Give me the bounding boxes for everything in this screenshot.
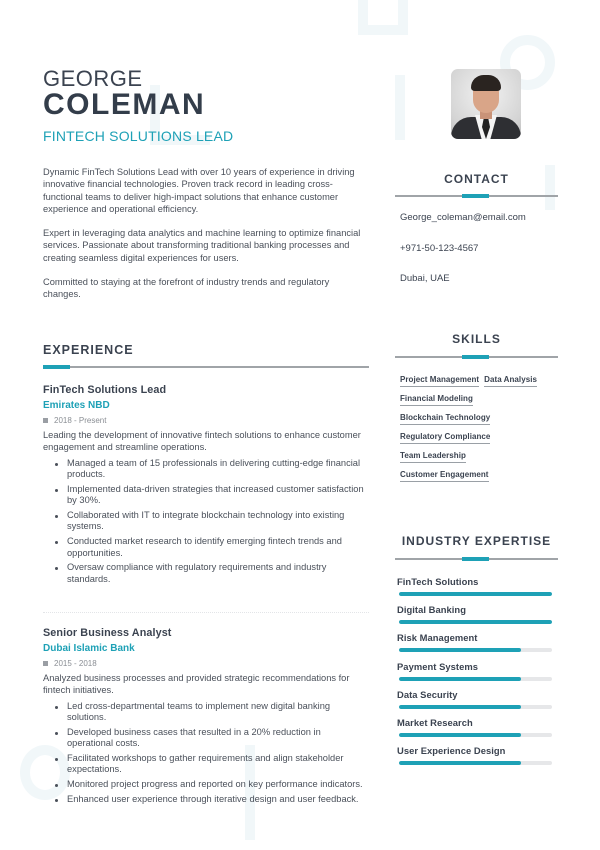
job-dates-text: 2018 - Present — [54, 416, 107, 425]
skills-heading: SKILLS — [452, 332, 501, 346]
job-bullet: Managed a team of 15 professionals in delivering cutting-edge financial products. — [51, 458, 369, 481]
expertise-bar — [399, 761, 552, 765]
job-bullets — [43, 458, 369, 586]
divider-accent — [462, 355, 489, 360]
expertise-item — [397, 576, 555, 604]
expertise-label: Risk Management — [397, 632, 478, 644]
expertise-bar — [399, 733, 552, 737]
expertise-bar — [399, 705, 552, 709]
job-description: Leading the development of innovative fintech solutions to enhance customer engagement and streamline operations. — [43, 430, 361, 453]
job-title: FINTECH SOLUTIONS LEAD — [43, 128, 234, 144]
skill-tag: Blockchain Technology — [400, 413, 490, 425]
summary-paragraph: Dynamic FinTech Solutions Lead with over 10 years of experience in driving innovative financial technologies. Proven track record in leading cross-functional teams to deliver high-impact solutions that enhance customer experience and operational efficiency. — [43, 167, 355, 214]
expertise-item — [397, 745, 555, 773]
job-dates — [43, 416, 369, 425]
divider-accent — [43, 365, 70, 369]
background-watermark-shape — [395, 75, 415, 140]
job-bullet: Implemented data-driven strategies that increased customer satisfaction by 30%. — [51, 484, 369, 507]
job-bullet: Conducted market research to identify emerging fintech trends and opportunities. — [51, 536, 369, 559]
expertise-divider — [395, 558, 558, 560]
calendar-icon — [43, 418, 48, 423]
contact-phone[interactable]: +971-50-123-4567 — [400, 243, 479, 254]
expertise-item — [397, 604, 555, 632]
expertise-label: Payment Systems — [397, 660, 479, 672]
expertise-bar-fill — [399, 648, 521, 652]
expertise-bar — [399, 592, 552, 596]
expertise-bar-fill — [399, 620, 552, 624]
job-dates-text: 2015 - 2018 — [54, 659, 97, 668]
job-bullet: Monitored project progress and reported on key performance indicators. — [51, 779, 369, 791]
skill-tag: Project Management — [400, 375, 479, 387]
expertise-item — [397, 717, 555, 745]
skills-divider — [395, 356, 558, 358]
photo-hair — [471, 75, 501, 91]
expertise-item — [397, 661, 555, 689]
expertise-heading: INDUSTRY EXPERTISE — [401, 534, 552, 548]
skill-tag: Data Analysis — [484, 375, 537, 387]
job-company: Emirates NBD — [43, 400, 110, 411]
expertise-bar — [399, 648, 552, 652]
summary-paragraph: Committed to staying at the forefront of industry trends and regulatory changes. — [43, 277, 330, 300]
divider-accent — [462, 557, 489, 562]
job-bullet: Oversaw compliance with regulatory requirements and industry standards. — [51, 562, 369, 585]
job-company: Dubai Islamic Bank — [43, 643, 135, 654]
expertise-bar-fill — [399, 733, 521, 737]
expertise-label: Data Security — [397, 688, 458, 700]
job-role: FinTech Solutions Lead — [43, 384, 167, 396]
expertise-bar-fill — [399, 592, 552, 596]
divider-accent — [462, 194, 489, 199]
job-bullet: Collaborated with IT to integrate blockchain technology into existing systems. — [51, 510, 369, 533]
skill-tag: Financial Modeling — [400, 394, 473, 406]
skill-tag: Team Leadership — [400, 451, 466, 463]
expertise-item — [397, 632, 555, 660]
job-description: Analyzed business processes and provided strategic recommendations for fintech initiatives. — [43, 673, 350, 696]
summary — [43, 166, 369, 313]
expertise-label: Market Research — [397, 716, 473, 728]
expertise-bar — [399, 620, 552, 624]
last-name: COLEMAN — [43, 88, 206, 121]
profile-photo — [451, 69, 521, 139]
job-bullets — [43, 701, 369, 806]
skills-list — [400, 375, 558, 489]
job-dates — [43, 659, 369, 668]
expertise-bar-fill — [399, 761, 521, 765]
contact-divider — [395, 195, 558, 197]
job-bullet: Enhanced user experience through iterative design and user feedback. — [51, 794, 369, 806]
expertise-bar-fill — [399, 705, 521, 709]
contact-heading: CONTACT — [444, 172, 509, 186]
expertise-label: User Experience Design — [397, 745, 506, 757]
skill-tag: Customer Engagement — [400, 470, 489, 482]
job-divider — [43, 612, 369, 613]
job-bullet: Led cross-departmental teams to implement new digital banking solutions. — [51, 701, 369, 724]
summary-paragraph: Expert in leveraging data analytics and machine learning to optimize financial services. Passionate about transforming traditional banking processes and creating seamless digital experiences for users. — [43, 228, 361, 263]
skill-tag: Regulatory Compliance — [400, 432, 490, 444]
job-bullet: Developed business cases that resulted in a 20% reduction in operational costs. — [51, 727, 369, 750]
contact-location: Dubai, UAE — [400, 273, 450, 284]
expertise-label: Digital Banking — [397, 604, 466, 616]
job-entry — [43, 627, 369, 809]
job-role: Senior Business Analyst — [43, 627, 172, 639]
experience-divider — [43, 366, 369, 368]
expertise-label: FinTech Solutions — [397, 576, 479, 587]
background-watermark-shape — [358, 0, 408, 35]
calendar-icon — [43, 661, 48, 666]
contact-email[interactable]: George_coleman@email.com — [400, 212, 526, 223]
first-name: GEORGE — [43, 66, 143, 91]
expertise-bar-fill — [399, 677, 521, 681]
job-bullet: Facilitated workshops to gather requirements and align stakeholder expectations. — [51, 753, 369, 776]
expertise-list — [397, 576, 555, 773]
expertise-item — [397, 689, 555, 717]
expertise-bar — [399, 677, 552, 681]
job-entry — [43, 384, 369, 589]
experience-heading: EXPERIENCE — [43, 343, 134, 357]
